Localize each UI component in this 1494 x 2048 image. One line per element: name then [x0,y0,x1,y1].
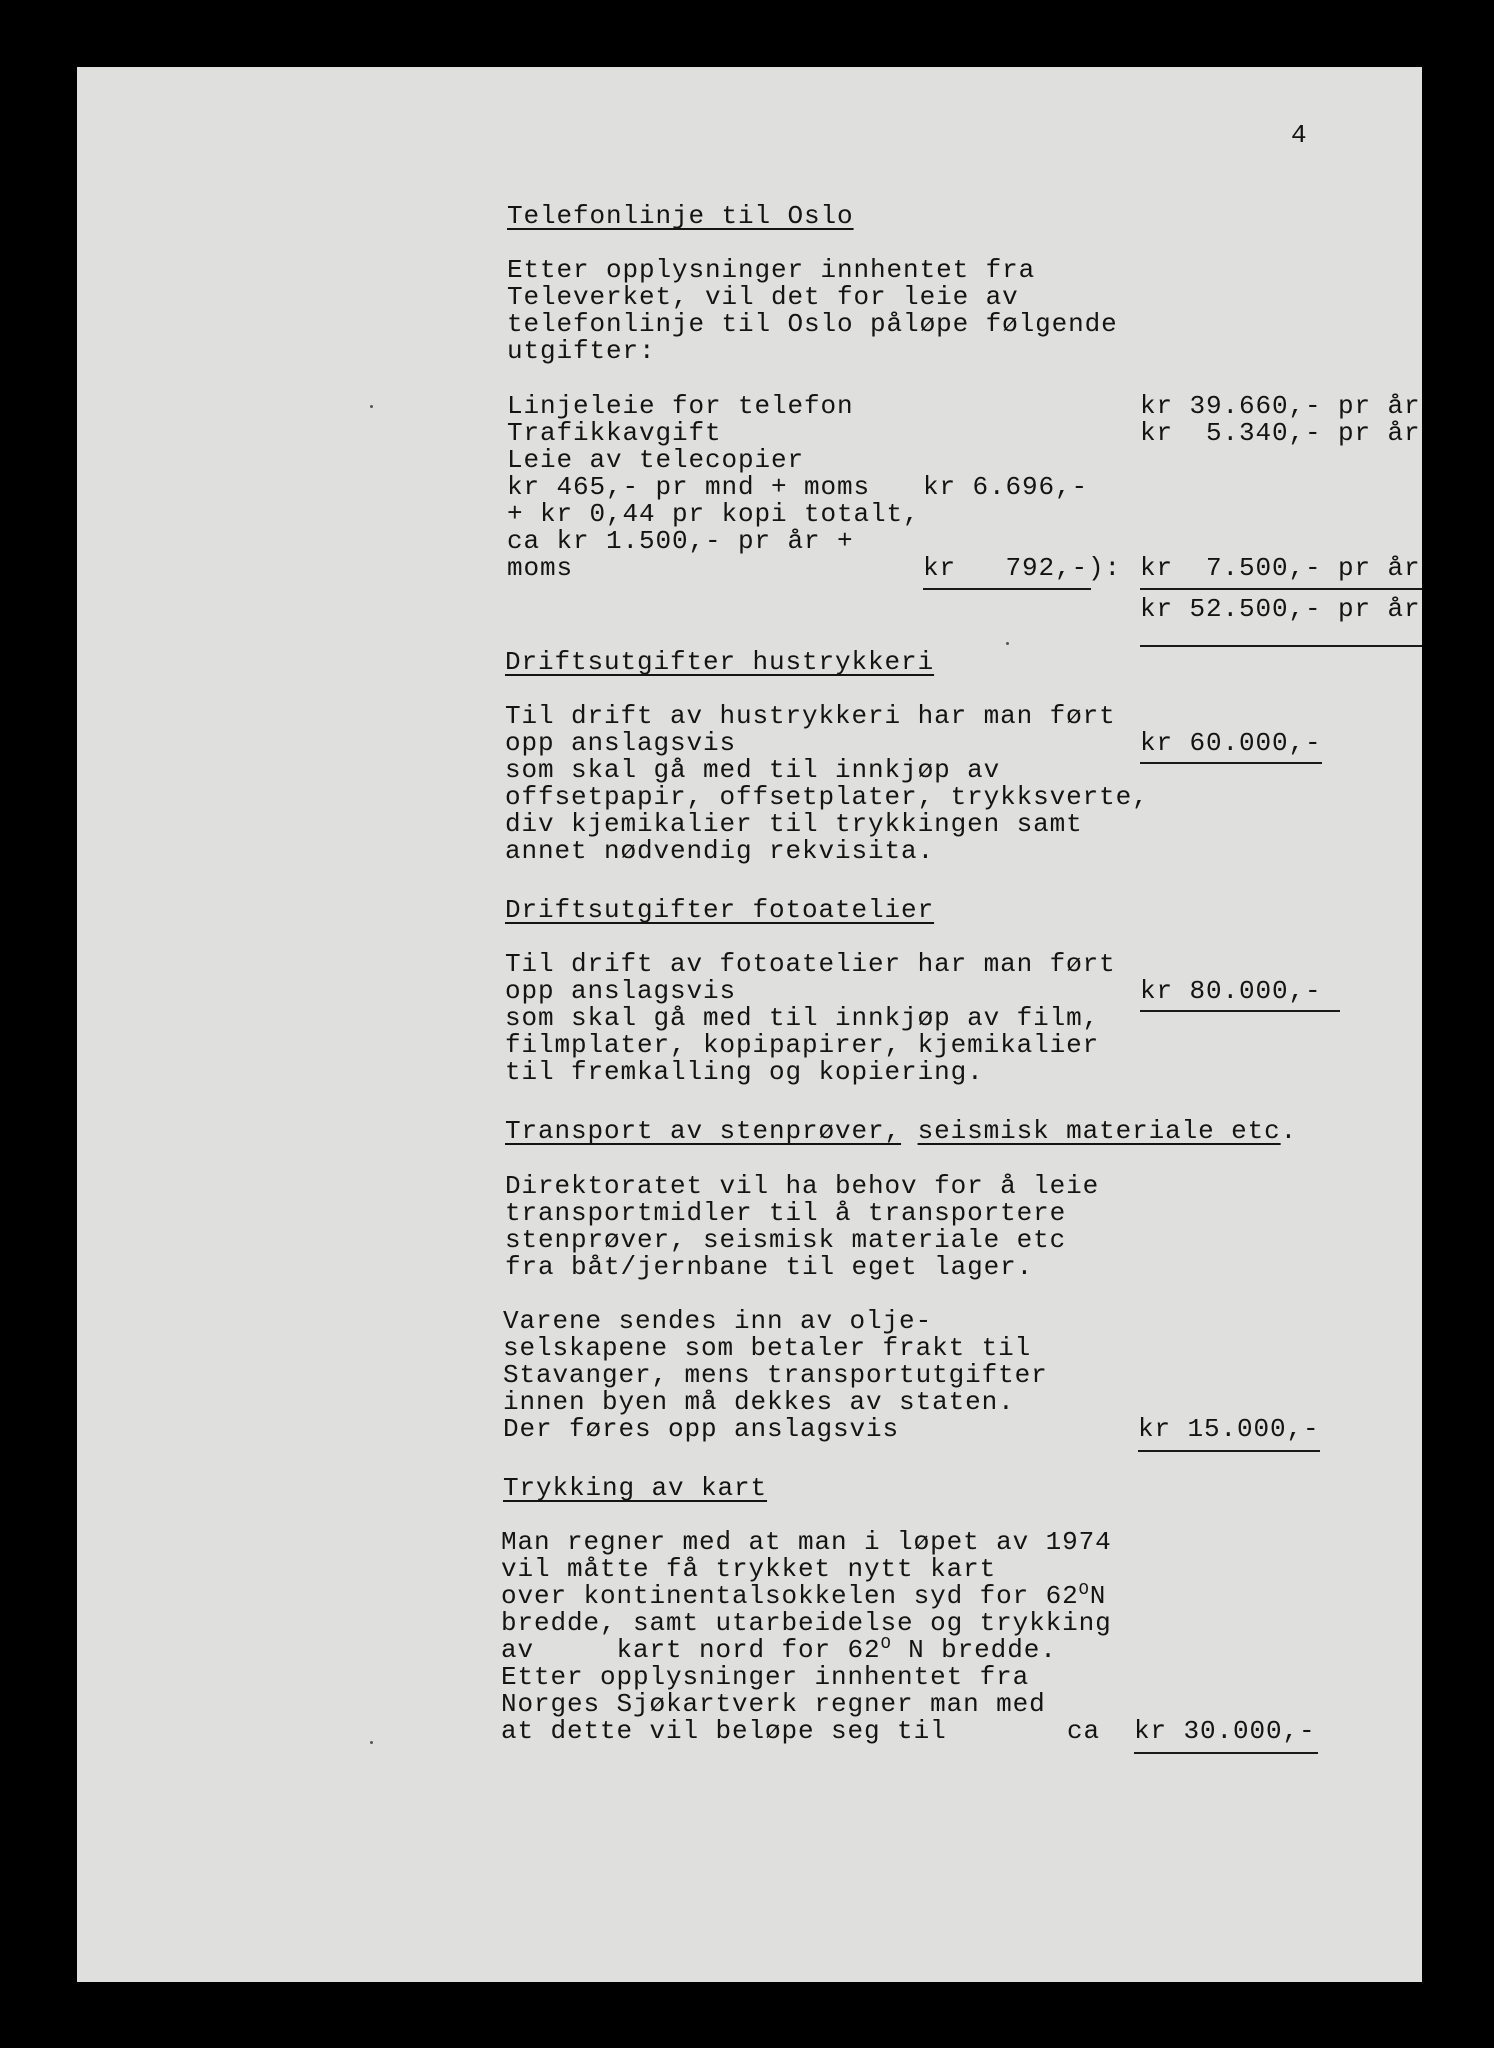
paragraph-line: Til drift av fotoatelier har man ført [505,949,1116,979]
paragraph-line: selskapene som betaler frakt til [503,1333,1032,1363]
paragraph-line: stenprøver, seismisk materiale etc [505,1225,1067,1255]
cost-item-label: Linjeleie for telefon [507,391,854,421]
paragraph-line: offsetpapir, offsetplater, trykksverte, [505,782,1149,812]
text-part: av kart nord for 62 [501,1635,881,1665]
amount-underline [1140,588,1422,590]
paragraph-line: vil måtte få trykket nytt kart [501,1554,997,1584]
paragraph-line: til fremkalling og kopiering. [505,1057,984,1087]
section-total: kr 52.500,- pr år [1140,594,1421,624]
paragraph-line: utgifter: [507,336,656,366]
text-part: N [1089,1581,1107,1611]
paragraph-line: fra båt/jernbane til eget lager. [505,1252,1034,1282]
telecopier-line: ca kr 1.500,- pr år + [507,526,854,556]
telecopier-line: moms [507,553,574,583]
paragraph-line: at dette vil beløpe seg til [501,1716,947,1746]
amount-underline [1134,1752,1318,1754]
cost-item-label: Trafikkavgift [507,418,722,448]
heading-part: seismisk materiale etc [917,1116,1281,1146]
paragraph-line: som skal gå med til innkjøp av film, [505,1003,1100,1033]
paragraph-line: Man regner med at man i løpet av 1974 [501,1527,1112,1557]
subtotal-underline [923,588,1091,590]
page-number: 4 [1291,120,1308,150]
paragraph-line: Varene sendes inn av olje- [503,1306,933,1336]
section-heading-transport [505,1118,1297,1145]
paragraph-line: div kjemikalier til trykkingen samt [505,809,1083,839]
paragraph-line: opp anslagsvis [505,976,737,1006]
amount-underline [1140,762,1322,764]
total-underline [1140,645,1422,647]
telecopier-line: Leie av telecopier [507,445,805,475]
paragraph-line: annet nødvendig rekvisita. [505,836,935,866]
paragraph-line: opp anslagsvis [505,728,737,758]
paragraph-line: Til drift av hustrykkeri har man ført [505,701,1116,731]
cost-item-amount: kr 39.660,- pr år [1140,391,1421,421]
paragraph-line: som skal gå med til innkjøp av [505,755,1001,785]
paragraph-line: filmplater, kopipapirer, kjemikalier [505,1030,1100,1060]
telecopier-line: + kr 0,44 pr kopi totalt, [507,499,920,529]
telecopier-subamount: kr 6.696,- [923,472,1089,502]
section-amount: kr 30.000,- [1134,1716,1316,1746]
paragraph-line: transportmidler til å transportere [505,1198,1067,1228]
text-part: over kontinentalsokkelen syd for 62 [501,1581,1079,1611]
degree-superscript: O [1078,1581,1090,1600]
telecopier-amount: kr 7.500,- pr år [1140,553,1421,583]
amount-underline [1140,1010,1340,1012]
speck [370,1741,373,1744]
telecopier-subamount: kr 792,-): [923,553,1122,583]
paragraph-line: Norges Sjøkartverk regner man med [501,1689,1046,1719]
speck [370,405,373,408]
paragraph-line [501,1637,1057,1664]
speck [1006,642,1009,645]
paragraph-line: Direktoratet vil ha behov for å leie [505,1171,1100,1201]
paragraph-line: innen byen må dekkes av staten. [503,1387,1015,1417]
section-amount: kr 80.000,- [1140,976,1322,1006]
section-amount: kr 60.000,- [1140,728,1322,758]
paragraph-line: Etter opplysninger innhentet fra [507,255,1036,285]
ca-label: ca [1067,1716,1101,1746]
section-amount: kr 15.000,- [1138,1414,1320,1444]
paragraph-line: telefonlinje til Oslo påløpe følgende [507,309,1118,339]
paragraph-line: Etter opplysninger innhentet fra [501,1662,1030,1692]
heading-part: . [1280,1116,1298,1146]
telecopier-line: kr 465,- pr mnd + moms [507,472,871,502]
paragraph-line [501,1583,1106,1610]
degree-superscript: O [880,1635,892,1654]
amount-underline [1138,1450,1320,1452]
document-page [77,67,1422,1982]
section-heading-trykking: Trykking av kart [503,1473,768,1503]
paragraph-line: bredde, samt utarbeidelse og trykking [501,1608,1112,1638]
paragraph-line: Stavanger, mens transportutgifter [503,1360,1048,1390]
heading-part: Transport av stenprøver, [505,1116,902,1146]
section-heading-fotoatelier: Driftsutgifter fotoatelier [505,895,935,925]
paragraph-line: Televerket, vil det for leie av [507,282,1019,312]
text-part: N bredde. [891,1635,1057,1665]
cost-item-amount: kr 5.340,- pr år [1140,418,1421,448]
paragraph-line: Der føres opp anslagsvis [503,1414,900,1444]
section-heading-hustrykkeri: Driftsutgifter hustrykkeri [505,647,935,677]
section-heading-telefonlinje: Telefonlinje til Oslo [507,201,854,231]
